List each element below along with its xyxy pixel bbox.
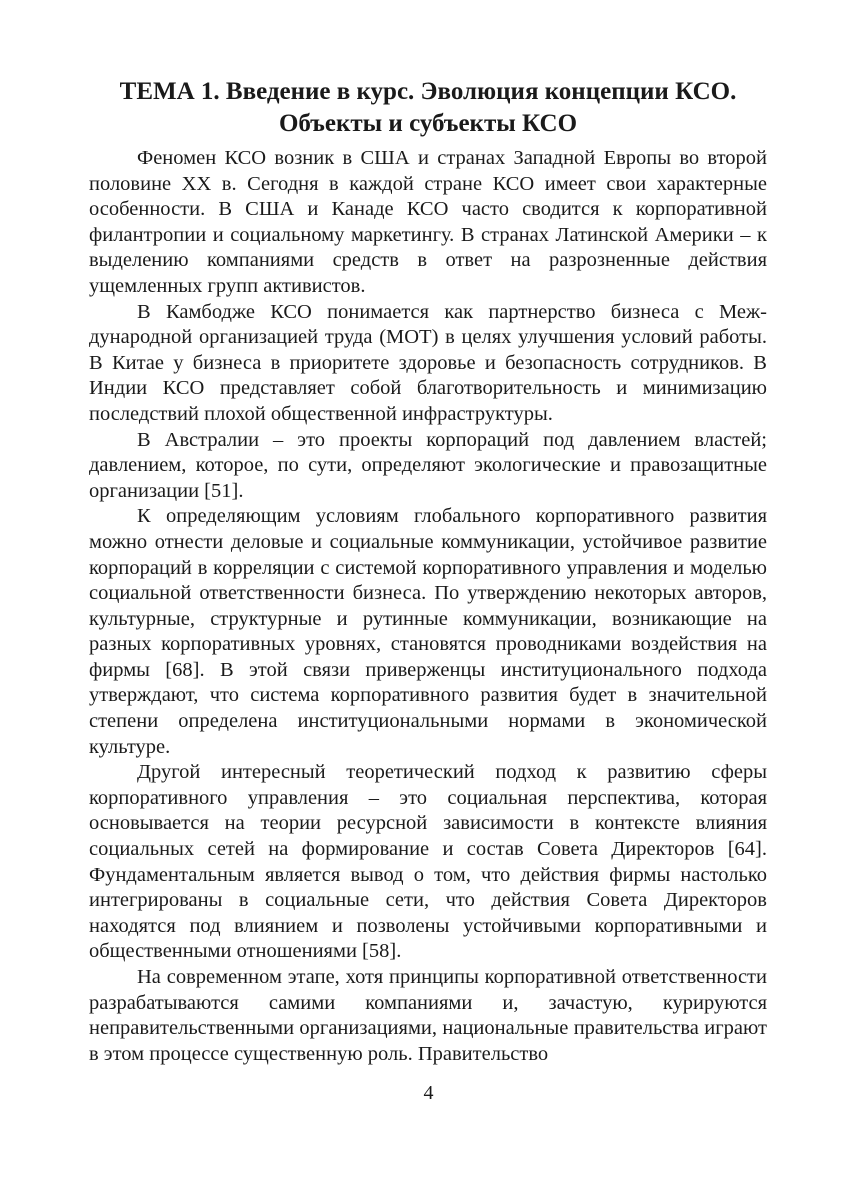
page-content: [89, 76, 767, 1067]
paragraph-current-stage: На современном этапе, хотя принципы корпоративной ответственности разрабатываются самими компаниями и, зачастую, курируются неправительственными организациями, национальные правительства играют в этом процессе существенную роль. Правительство: [89, 966, 767, 1065]
paragraph-global-corporate-development: К определяющим условиям глобального корпоративного развития можно отнести деловые и социальные коммуникации, устойчивое развитие корпораций в корреляции с системой корпоративного управления и моделью социальной ответственности бизнеса. По утверждению некоторых авторов, культурные, структурные и рутинные коммуникации, возникающие на разных корпоративных уровнях, становятся проводниками воздействия на фирмы [68]. В этой связи приверженцы институционального подхода утверждают, что система корпоративного развития будет в значительной степени определена институциональными нормами в экономической культуре.: [89, 505, 767, 758]
page-number: 4: [423, 1082, 434, 1104]
paragraph-origin-of-csr: Феномен КСО возник в США и странах Западной Европы во второй половине XX в. Сегодня в каждой стране КСО имеет свои характерные особенности. В США и Канаде КСО часто сводится к корпоративной филантропии и социальному маркетингу. В странах Латинской Америки – к выделению компаниями средств в ответ на разрозненные действия ущемленных групп активистов.: [89, 147, 767, 297]
paragraph-cambodia-china-india: В Камбодже КСО понимается как партнерство бизнеса с Международной организацией труда (МОТ) в целях улучшения условий работы. В Китае у бизнеса в приоритете здоровье и безопасность сотрудников. В Индии КСО представляет собой благотворительность и минимизацию последствий плохой общественной инфраструктуры.: [89, 300, 767, 425]
chapter-title: [89, 76, 767, 140]
paragraph-australia: В Австралии – это проекты корпораций под давлением властей; давлением, которое, по сути, определяют экологические и правозащитные организации [51].: [89, 428, 767, 502]
chapter-title-line-2: Объекты и субъекты КСО: [278, 110, 578, 137]
paragraph-social-perspective: Другой интересный теоретический подход к развитию сферы корпоративного управления – это социальная перспектива, которая основывается на теории ресурсной зависимости в контексте влияния социальных сетей на формирование и состав Совета Директоров [64]. Фундаментальным является вывод о том, что действия фирмы настолько интегрированы в социальные сети, что действия Совета Директоров находятся под влиянием и позволены устойчивыми корпоративными и общественными отношениями [58].: [89, 761, 767, 963]
chapter-title-line-1: ТЕМА 1. Введение в курс. Эволюция концепции КСО.: [119, 78, 737, 105]
